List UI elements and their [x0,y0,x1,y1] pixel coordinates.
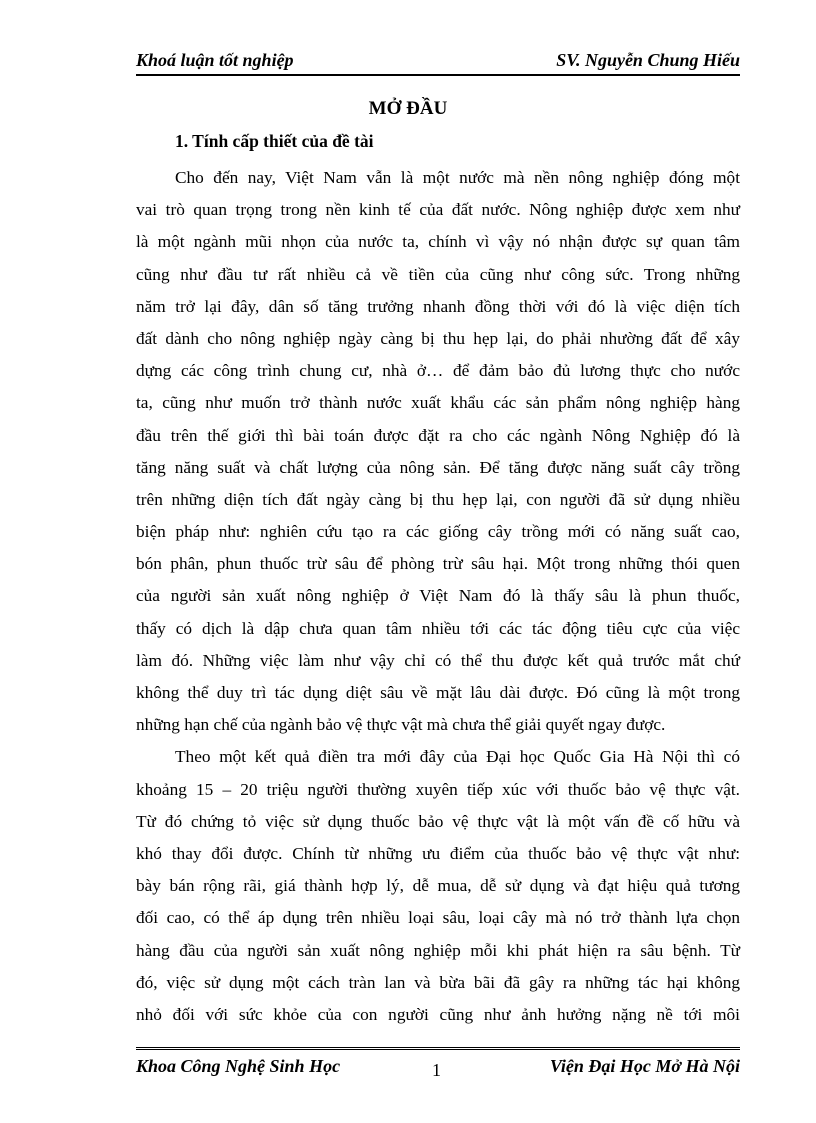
text-line: Cho đến nay, Việt Nam vẫn là một nước mà nền nông nghiệp đóng một [175,168,740,187]
text-line: dựng các công trình chung cư, nhà ở… để đảm bảo đủ lương thực cho nước [136,361,740,381]
text-line: của người sản xuất nông nghiệp ở Việt Nam đó là thấy sâu là phun thuốc, [136,586,740,606]
text-line: vai trò quan trọng trong nền kinh tế của đất nước. Nông nghiệp được xem như [136,200,740,220]
text-line: thấy có dịch là dập chưa quan tâm nhiều tới các tác động tiêu cực của việc [136,618,740,638]
text-line: Theo một kết quả điền tra mới đây của Đại học Quốc Gia Hà Nội thì có [175,747,740,767]
text-line: bày bán rộng rãi, giá thành hợp lý, dễ mua, dễ sử dụng và đạt hiệu quả tương [136,876,740,896]
text-line: làm đó. Những việc làm như vậy chỉ có thể thu được kết quả trước mắt chứ [136,650,740,670]
page-number: 1 [432,1060,441,1080]
footer-faculty: Khoa Công Nghệ Sinh Học [136,1056,341,1076]
text-line: đối cao, có thể áp dụng trên nhiều loại sâu, loại cây mà nó trở thành lựa chọn [136,908,740,928]
document-body [136,162,740,1031]
text-line: hàng đầu của người sản xuất nông nghiệp mỗi khi phát hiện ra sâu bệnh. Từ [136,940,740,960]
text-line: ta, cũng như muốn trở thành nước xuất khẩu các sản phẩm nông nghiệp hàng [136,393,740,413]
text-line: năm trở lại đây, dân số tăng trưởng nhanh đồng thời với đó là việc diện tích [136,296,740,316]
text-line: cũng như đầu tư rất nhiều cả về tiền của cũng như công sức. Trong những [136,264,740,284]
paragraph [136,162,740,741]
text-line: những hạn chế của ngành bảo vệ thực vật mà chưa thể giải quyết ngay được. [136,715,666,735]
page-header [136,48,740,76]
text-line: đất dành cho nông nghiệp ngày càng bị thu hẹp lại, do phải nhường đất để xây [136,328,740,348]
text-line: không thể duy trì tác dụng diệt sâu về mặt lâu dài được. Đó cũng là một trong [136,683,740,702]
text-line: khó thay đổi được. Chính từ những ưu điểm của thuốc bảo vệ thực vật như: [136,843,740,863]
page-footer [136,1047,740,1090]
text-line: đầu trên thế giới thì bài toán được đặt ra cho các ngành Nông Nghiệp đó là [136,425,740,445]
text-line: nhỏ đối với sức khỏe của con người cũng như ảnh hưởng nặng nề tới môi [136,1004,740,1024]
section-heading: 1. Tính cấp thiết của đề tài [175,131,374,151]
text-line: khoảng 15 – 20 triệu người thường xuyên tiếp xúc với thuốc bảo vệ thực vật. [136,779,740,799]
header-thesis-label: Khoá luận tốt nghiệp [136,50,294,70]
text-line: trên những diện tích đất ngày càng bị thu hẹp lại, con người đã sử dụng nhiều [136,489,740,509]
text-line: là một ngành mũi nhọn của nước ta, chính vì vậy nó nhận được sự quan tâm [136,232,740,252]
text-line: bón phân, phun thuốc trừ sâu để phòng trừ sâu hại. Một trong những thói quen [136,554,740,574]
header-student-name: SV. Nguyễn Chung Hiếu [556,50,740,70]
text-line: biện pháp như: nghiên cứu tạo ra các giống cây trồng mới có năng suất cao, [136,522,740,542]
page-title: MỞ ĐẦU [368,98,448,119]
paragraph [136,741,740,1031]
text-line: tăng năng suất và chất lượng của nông sản. Để tăng được năng suất cây trồng [136,457,740,477]
text-line: đó, việc sử dụng một cách tràn lan và bừa bãi đã gây ra những tác hại không [136,972,740,992]
footer-institute: Viện Đại Học Mở Hà Nội [549,1056,740,1076]
text-line: Từ đó chứng tỏ việc sử dụng thuốc bảo vệ thực vật là một vấn đề cố hữu và [136,811,740,831]
